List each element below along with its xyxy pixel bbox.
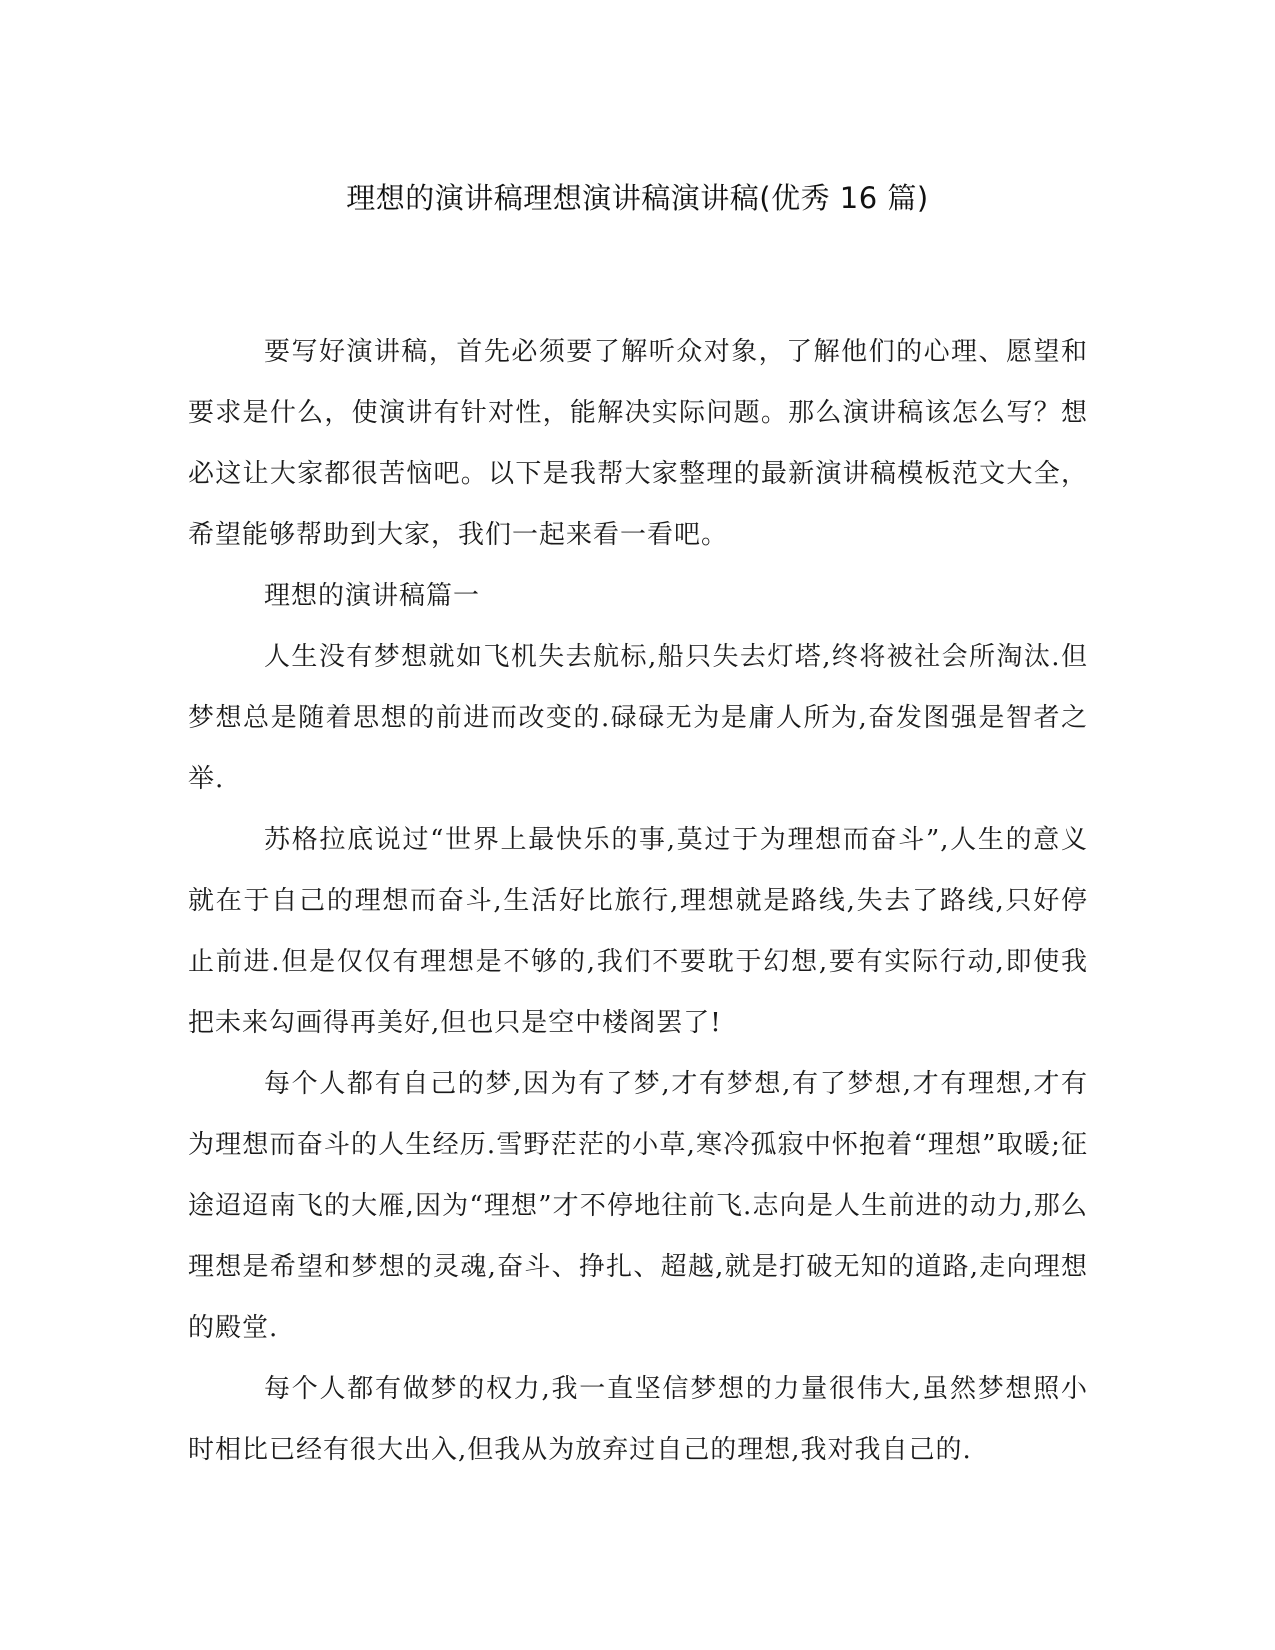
body-paragraph: 人生没有梦想就如飞机失去航标,船只失去灯塔,终将被社会所淘汰.但梦想总是随着思想的前进而改变的.碌碌无为是庸人所为,奋发图强是智者之举. (188, 642, 1088, 794)
document-body (188, 322, 1088, 1481)
document-title: 理想的演讲稿理想演讲稿演讲稿(优秀 16 篇) (346, 181, 929, 215)
section-heading: 理想的演讲稿篇一 (264, 581, 481, 611)
body-paragraph: 每个人都有自己的梦,因为有了梦,才有梦想,有了梦想,才有理想,才有为理想而奋斗的人生经历.雪野茫茫的小草,寒冷孤寂中怀抱着“理想”取暖;征途迢迢南飞的大雁,因为“理想”才不停地往前飞.志向是人生前进的动力,那么理想是希望和梦想的灵魂,奋斗、挣扎、超越,就是打破无知的道路,走向理想的殿堂. (188, 1069, 1088, 1343)
intro-paragraph: 要写好演讲稿，首先必须要了解听众对象，了解他们的心理、愿望和要求是什么，使演讲有针对性，能解决实际问题。那么演讲稿该怎么写？想必这让大家都很苦恼吧。以下是我帮大家整理的最新演讲稿模板范文大全，希望能够帮助到大家，我们一起来看一看吧。 (188, 337, 1088, 550)
body-paragraph: 每个人都有做梦的权力,我一直坚信梦想的力量很伟大,虽然梦想照小时相比已经有很大出入,但我从为放弃过自己的理想,我对我自己的. (188, 1374, 1088, 1465)
body-paragraph: 苏格拉底说过“世界上最快乐的事,莫过于为理想而奋斗”,人生的意义就在于自己的理想而奋斗,生活好比旅行,理想就是路线,失去了路线,只好停止前进.但是仅仅有理想是不够的,我们不要耽于幻想,要有实际行动,即使我把未来勾画得再美好,但也只是空中楼阁罢了! (188, 825, 1088, 1038)
